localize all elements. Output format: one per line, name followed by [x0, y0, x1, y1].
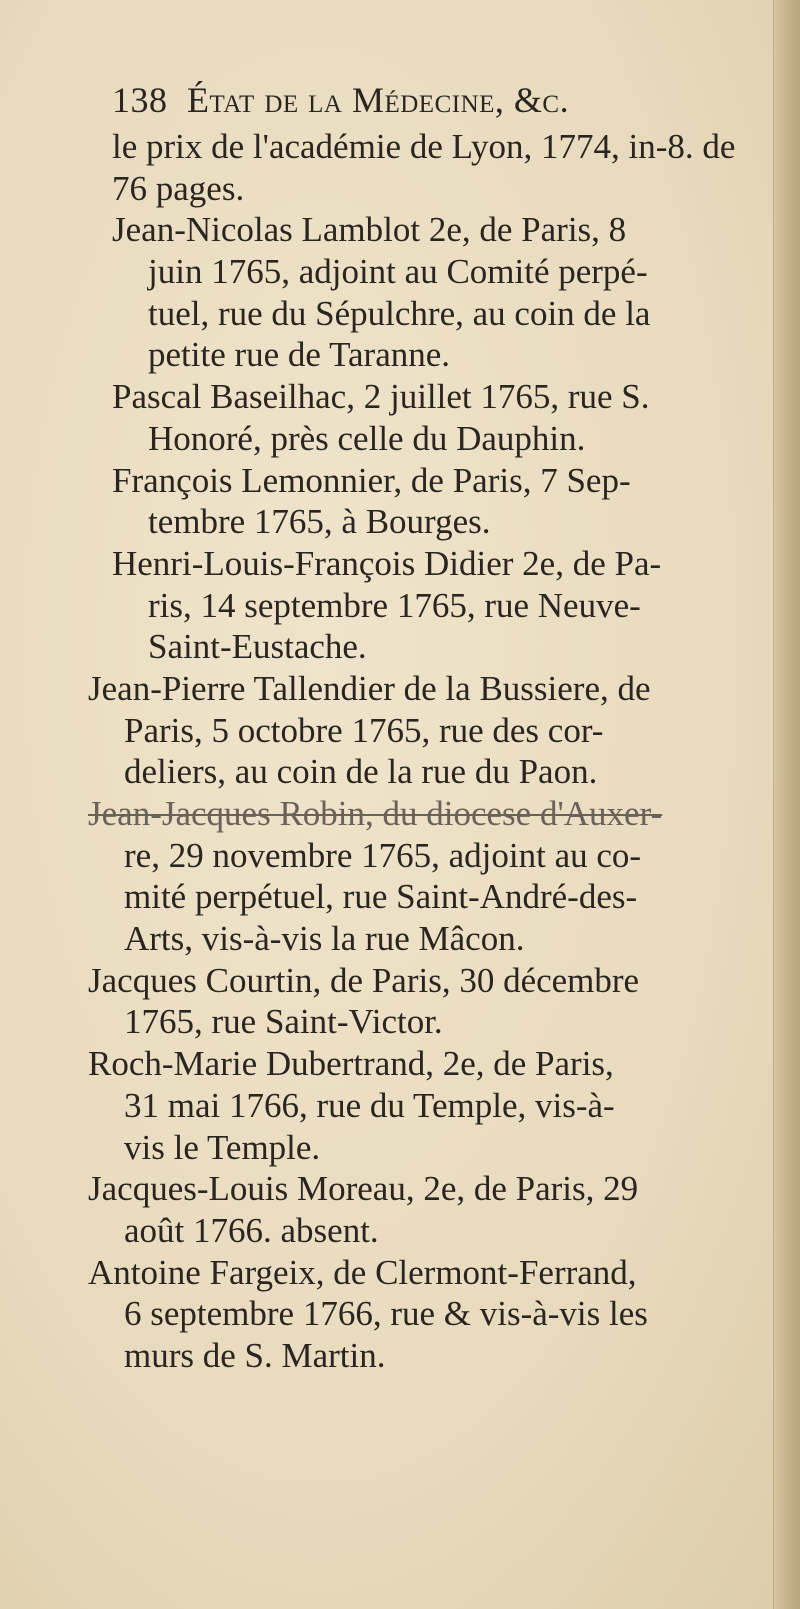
text-line: 1765, rue Saint-Victor.	[124, 1002, 443, 1042]
text-line: Jean-Pierre Tallendier de la Bussiere, de	[88, 668, 651, 708]
text-line: 6 septembre 1766, rue & vis-à-vis les	[124, 1294, 648, 1334]
text-line: Arts, vis-à-vis la rue Mâcon.	[124, 919, 525, 959]
text-line: Honoré, près celle du Dauphin.	[148, 418, 586, 458]
text-line: deliers, au coin de la rue du Paon.	[124, 752, 598, 792]
text-line: le prix de l'académie de Lyon, 1774, in-8. de	[112, 127, 736, 166]
text-line: 31 mai 1766, rue du Temple, vis-à-	[124, 1085, 615, 1125]
text-line: vis le Temple.	[124, 1127, 321, 1167]
running-header	[112, 74, 752, 126]
text-line: tembre 1765, à Bourges.	[148, 502, 491, 542]
text-line: ris, 14 septembre 1765, rue Neuve-	[148, 585, 641, 625]
text-line: août 1766. absent.	[124, 1210, 379, 1250]
text-line: François Lemonnier, de Paris, 7 Sep-	[112, 460, 631, 500]
text-line: Saint-Eustache.	[148, 627, 367, 667]
text-line: petite rue de Taranne.	[148, 335, 451, 375]
text-line: Jean-Jacques Robin, du diocese d'Auxer-	[88, 794, 663, 833]
text-line: 76 pages.	[112, 168, 245, 208]
page-text	[0, 126, 800, 1377]
text-line: Henri-Louis-François Didier 2e, de Pa-	[112, 543, 662, 583]
text-line: Jacques Courtin, de Paris, 30 décembre	[88, 960, 640, 1000]
text-line: mité perpétuel, rue Saint-André-des-	[124, 877, 638, 917]
page-number: 138	[112, 80, 168, 120]
text-line: Pascal Baseilhac, 2 juillet 1765, rue S.	[112, 377, 650, 417]
text-line: tuel, rue du Sépulchre, au coin de la	[148, 293, 651, 333]
text-line: juin 1765, adjoint au Comité perpé-	[148, 252, 648, 292]
text-line: re, 29 novembre 1765, adjoint au co-	[124, 835, 642, 875]
text-line: Paris, 5 octobre 1765, rue des cor-	[124, 710, 604, 750]
text-line: Roch-Marie Dubertrand, 2e, de Paris,	[88, 1044, 614, 1084]
text-line: Jacques-Louis Moreau, 2e, de Paris, 29	[88, 1169, 639, 1209]
running-title: État de la Médecine, &c.	[187, 80, 570, 120]
text-line: Jean-Nicolas Lamblot 2e, de Paris, 8	[112, 210, 627, 250]
text-line: Antoine Fargeix, de Clermont-Ferrand,	[88, 1252, 637, 1292]
text-line: murs de S. Martin.	[124, 1335, 386, 1375]
